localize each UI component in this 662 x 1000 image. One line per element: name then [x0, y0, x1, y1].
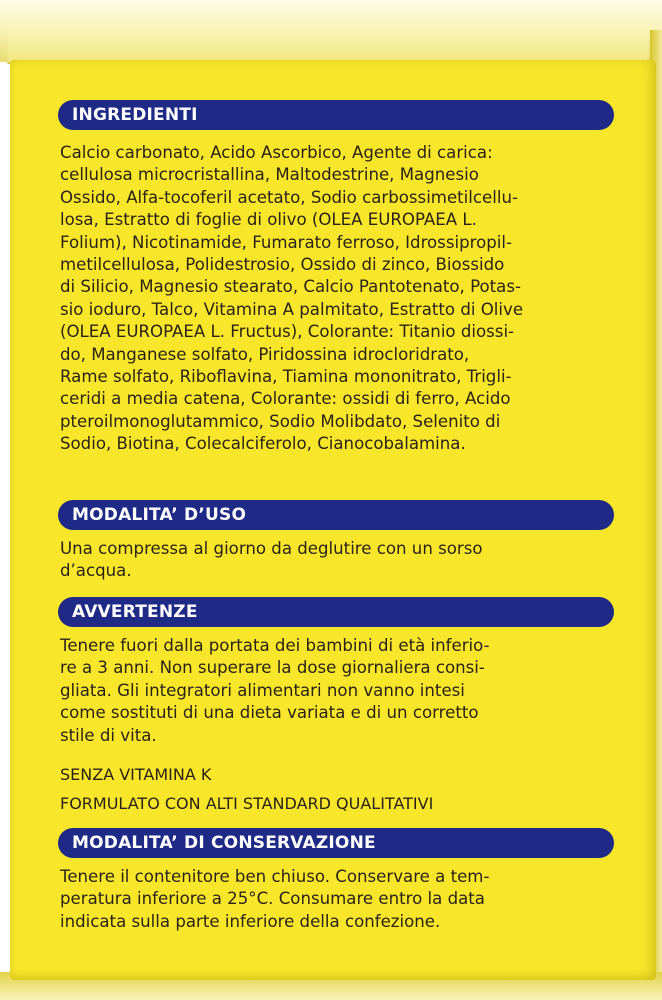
modalita-uso-text — [60, 538, 616, 583]
avvertenze-text — [60, 635, 616, 747]
ingredient-line: metilcellulosa, Polidestrosio, Ossido di zinco, Biossido — [60, 255, 505, 275]
modalita-uso-header: MODALITA’ D’USO — [58, 500, 614, 530]
ingredient-line: do, Manganese solfato, Piridossina idrocloridrato, — [60, 344, 470, 364]
warning-line: re a 3 anni. Non superare la dose giornaliera consi- — [60, 658, 485, 678]
ingredient-line: Rame solfato, Riboflavina, Tiamina mononitrato, Trigli- — [60, 367, 512, 387]
avvertenze-header: AVVERTENZE — [58, 597, 614, 627]
storage-line: indicata sulla parte inferiore della confezione. — [60, 911, 441, 931]
quality-standard-note: FORMULATO CON ALTI STANDARD QUALITATIVI — [60, 794, 434, 813]
ingredient-line: losa, Estratto di foglie di olivo (OLEA EUROPAEA L. — [60, 210, 477, 230]
ingredient-line: pteroilmonoglutammico, Sodio Molibdato, Selenito di — [60, 411, 501, 431]
ingredienti-header: INGREDIENTI — [58, 100, 614, 130]
ingredient-line: (OLEA EUROPAEA L. Fructus), Colorante: Titanio diossi- — [60, 322, 515, 342]
ingredienti-text — [60, 142, 616, 456]
warning-line: come sostituti di una dieta variata e di un corretto — [60, 703, 479, 723]
conservazione-header: MODALITA’ DI CONSERVAZIONE — [58, 828, 614, 858]
storage-line: peratura inferiore a 25°C. Consumare entro la data — [60, 889, 485, 909]
usage-line: d’acqua. — [60, 561, 132, 581]
warning-line: stile di vita. — [60, 725, 157, 745]
warning-line: Tenere fuori dalla portata dei bambini di età inferio- — [60, 636, 490, 655]
conservazione-text — [60, 866, 616, 933]
ingredient-line: Sodio, Biotina, Colecalciferolo, Cianocobalamina. — [60, 434, 466, 454]
ingredient-line: di Silicio, Magnesio stearato, Calcio Pantotenato, Potas- — [60, 277, 521, 297]
ingredient-line: Folium), Nicotinamide, Fumarato ferroso, Idrossipropil- — [60, 232, 512, 252]
box-flap-edge — [7, 22, 648, 64]
usage-line: Una compressa al giorno da deglutire con un sorso — [60, 539, 483, 558]
ingredient-line: cellulosa microcristallina, Maltodestrine, Magnesio — [60, 165, 479, 185]
ingredient-line: Ossido, Alfa-tocoferil acetato, Sodio carbossimetilcellu- — [60, 187, 518, 207]
ingredient-line: Calcio carbonato, Acido Ascorbico, Agente di carica: — [60, 143, 493, 162]
warning-line: gliata. Gli integratori alimentari non vanno intesi — [60, 680, 465, 700]
storage-line: Tenere il contenitore ben chiuso. Conservare a tem- — [60, 867, 490, 886]
ingredient-line: sio ioduro, Talco, Vitamina A palmitato, Estratto di Olive — [60, 299, 524, 319]
no-vitamin-k-note: SENZA VITAMINA K — [60, 765, 212, 784]
ingredient-line: ceridi a media catena, Colorante: ossidi di ferro, Acido — [60, 389, 511, 409]
